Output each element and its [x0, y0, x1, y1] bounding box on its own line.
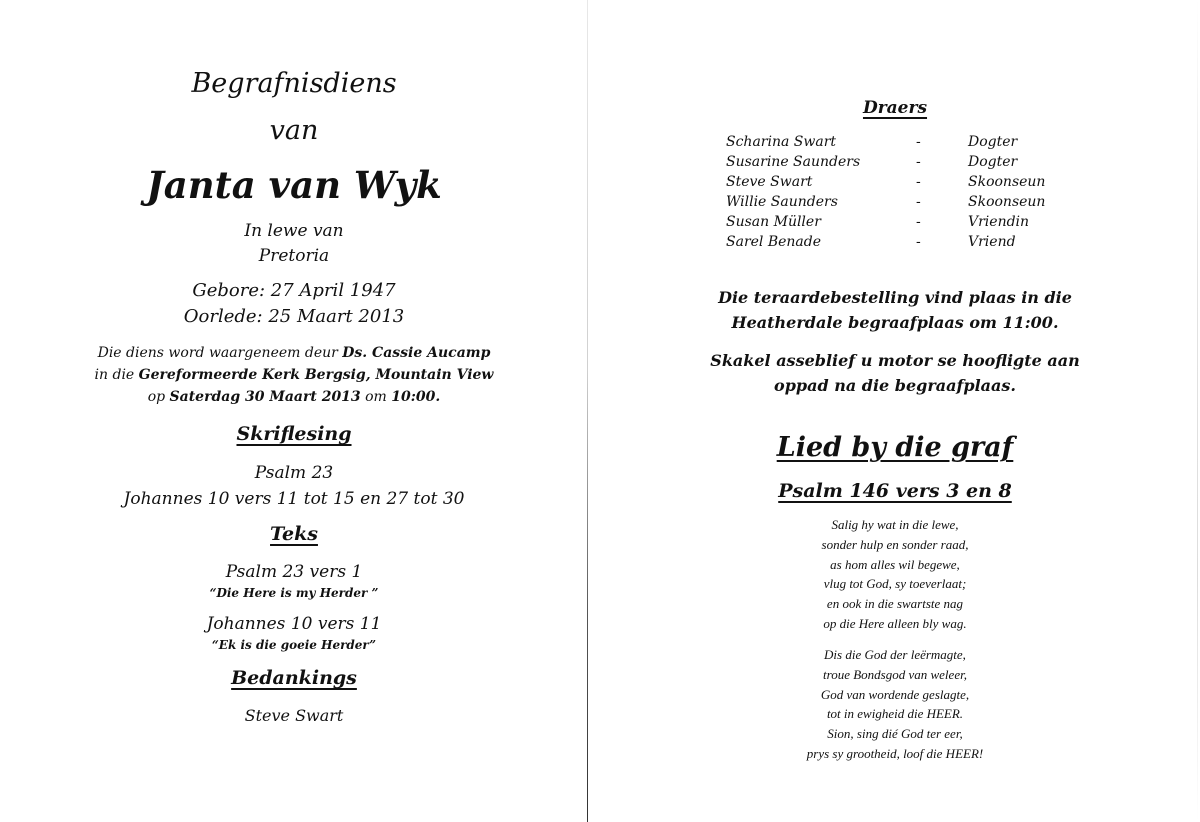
headlights-line: oppad na die begraafplaas.	[774, 376, 1016, 395]
bearer-row	[726, 132, 1066, 152]
bearer-name: Steve Swart	[726, 174, 813, 190]
page-fold-divider	[587, 0, 588, 822]
burial-line: Heatherdale begraafplaas om 11:00.	[731, 313, 1059, 332]
bearer-dash: -	[916, 134, 921, 150]
verse-line: en ook in die swartste nag	[826, 596, 964, 612]
verse-line: vlug tot God, sy toeverlaat;	[823, 576, 967, 592]
verse-line: troue Bondsgod van weleer,	[823, 666, 967, 682]
service-time: 10:00.	[391, 389, 441, 405]
page-edge	[1197, 0, 1198, 822]
verse-line: Salig hy wat in die lewe,	[831, 517, 959, 532]
verse-line: Sion, sing dié God ter eer,	[827, 726, 963, 742]
bearer-name: Sarel Benade	[726, 234, 822, 250]
bearer-relation: Skoonseun	[968, 194, 1046, 210]
bearer-relation: Vriend	[968, 234, 1016, 250]
scripture-item: Johannes 10 vers 11 tot 15 en 27 tot 30	[123, 489, 465, 509]
church-name: Gereformeerde Kerk Bergsig, Mountain View	[138, 367, 494, 383]
verse-line: op die Here alleen bly wag.	[823, 615, 967, 631]
thanks-heading	[0, 667, 588, 689]
song-heading-text: Lied by die graf	[776, 432, 1014, 463]
headlights-notice	[590, 348, 1200, 398]
right-page	[590, 0, 1200, 822]
bearer-row	[726, 212, 1066, 232]
bearer-name: Susarine Saunders	[726, 154, 861, 170]
scripture-heading-text: Skriflesing	[236, 423, 352, 445]
bearer-relation: Dogter	[968, 154, 1018, 170]
scripture-item: Psalm 23	[254, 463, 334, 483]
verse-line: as hom alles wil begewe,	[830, 556, 960, 572]
verse-line: tot in ewigheid die HEER.	[826, 706, 964, 722]
bearer-name: Scharina Swart	[726, 134, 837, 150]
bearer-row	[726, 192, 1066, 212]
text-heading-text: Teks	[270, 523, 318, 545]
bearer-dash: -	[916, 234, 921, 250]
church-prefix: in die	[94, 367, 139, 383]
bearer-dash: -	[916, 174, 921, 190]
bearer-relation: Dogter	[968, 134, 1018, 150]
title-line2: van	[269, 115, 319, 146]
service-details	[0, 342, 588, 408]
bearer-relation: Vriendin	[968, 214, 1030, 230]
bearers-heading-text: Draers	[862, 98, 928, 118]
burial-notice	[590, 285, 1200, 335]
date-prefix: op	[147, 389, 170, 405]
bearer-dash: -	[916, 194, 921, 210]
bearer-relation: Skoonseun	[968, 174, 1046, 190]
song-heading	[590, 432, 1200, 463]
verse-line: prys sy grootheid, loof die HEER!	[806, 745, 984, 761]
deceased-name: Janta van Wyk	[146, 163, 442, 207]
bearer-row	[726, 172, 1066, 192]
time-prefix: om	[360, 389, 392, 405]
residence: Pretoria	[258, 246, 330, 266]
verse-line: God van wordende geslagte,	[820, 686, 970, 702]
song-verse-1	[590, 515, 1200, 634]
bearer-row	[726, 152, 1066, 172]
text-quote: “Ek is die goeie Herder”	[211, 638, 377, 652]
thanks-name: Steve Swart	[244, 706, 344, 725]
bearer-dash: -	[916, 154, 921, 170]
service-line1	[0, 342, 588, 364]
residence-label: In lewe van	[244, 221, 344, 241]
text-reference: Psalm 23 vers 1	[225, 562, 363, 582]
bearers-list	[726, 132, 1066, 252]
bearer-dash: -	[916, 214, 921, 230]
bearers-heading	[590, 98, 1200, 118]
died-date: Oorlede: 25 Maart 2013	[183, 306, 405, 327]
service-line3	[0, 386, 588, 408]
service-date: Saterdag 30 Maart 2013	[169, 389, 361, 405]
text-reference: Johannes 10 vers 11	[206, 614, 382, 634]
scripture-heading	[0, 423, 588, 445]
thanks-heading-text: Bedankings	[231, 667, 357, 689]
verse-line: sonder hulp en sonder raad,	[821, 536, 969, 552]
minister-name: Ds. Cassie Aucamp	[342, 345, 491, 361]
born-date: Gebore: 27 April 1947	[192, 280, 396, 301]
burial-line: Die teraardebestelling vind plaas in die	[718, 288, 1072, 307]
text-quote: “Die Here is my Herder ”	[209, 586, 379, 600]
service-prefix: Die diens word waargeneem deur	[97, 345, 343, 361]
psalm-heading	[590, 480, 1200, 502]
text-heading	[0, 523, 588, 545]
bearer-name: Willie Saunders	[726, 194, 838, 210]
verse-line: Dis die God der leërmagte,	[824, 647, 966, 662]
psalm-heading-text: Psalm 146 vers 3 en 8	[778, 480, 1012, 502]
headlights-line: Skakel asseblief u motor se hoofligte aan	[710, 351, 1080, 370]
bearer-name: Susan Müller	[726, 214, 821, 230]
bearer-row	[726, 232, 1066, 252]
service-line2	[0, 364, 588, 386]
song-verse-2	[590, 645, 1200, 764]
left-page	[0, 0, 588, 822]
title-line1: Begrafnisdiens	[191, 68, 397, 99]
